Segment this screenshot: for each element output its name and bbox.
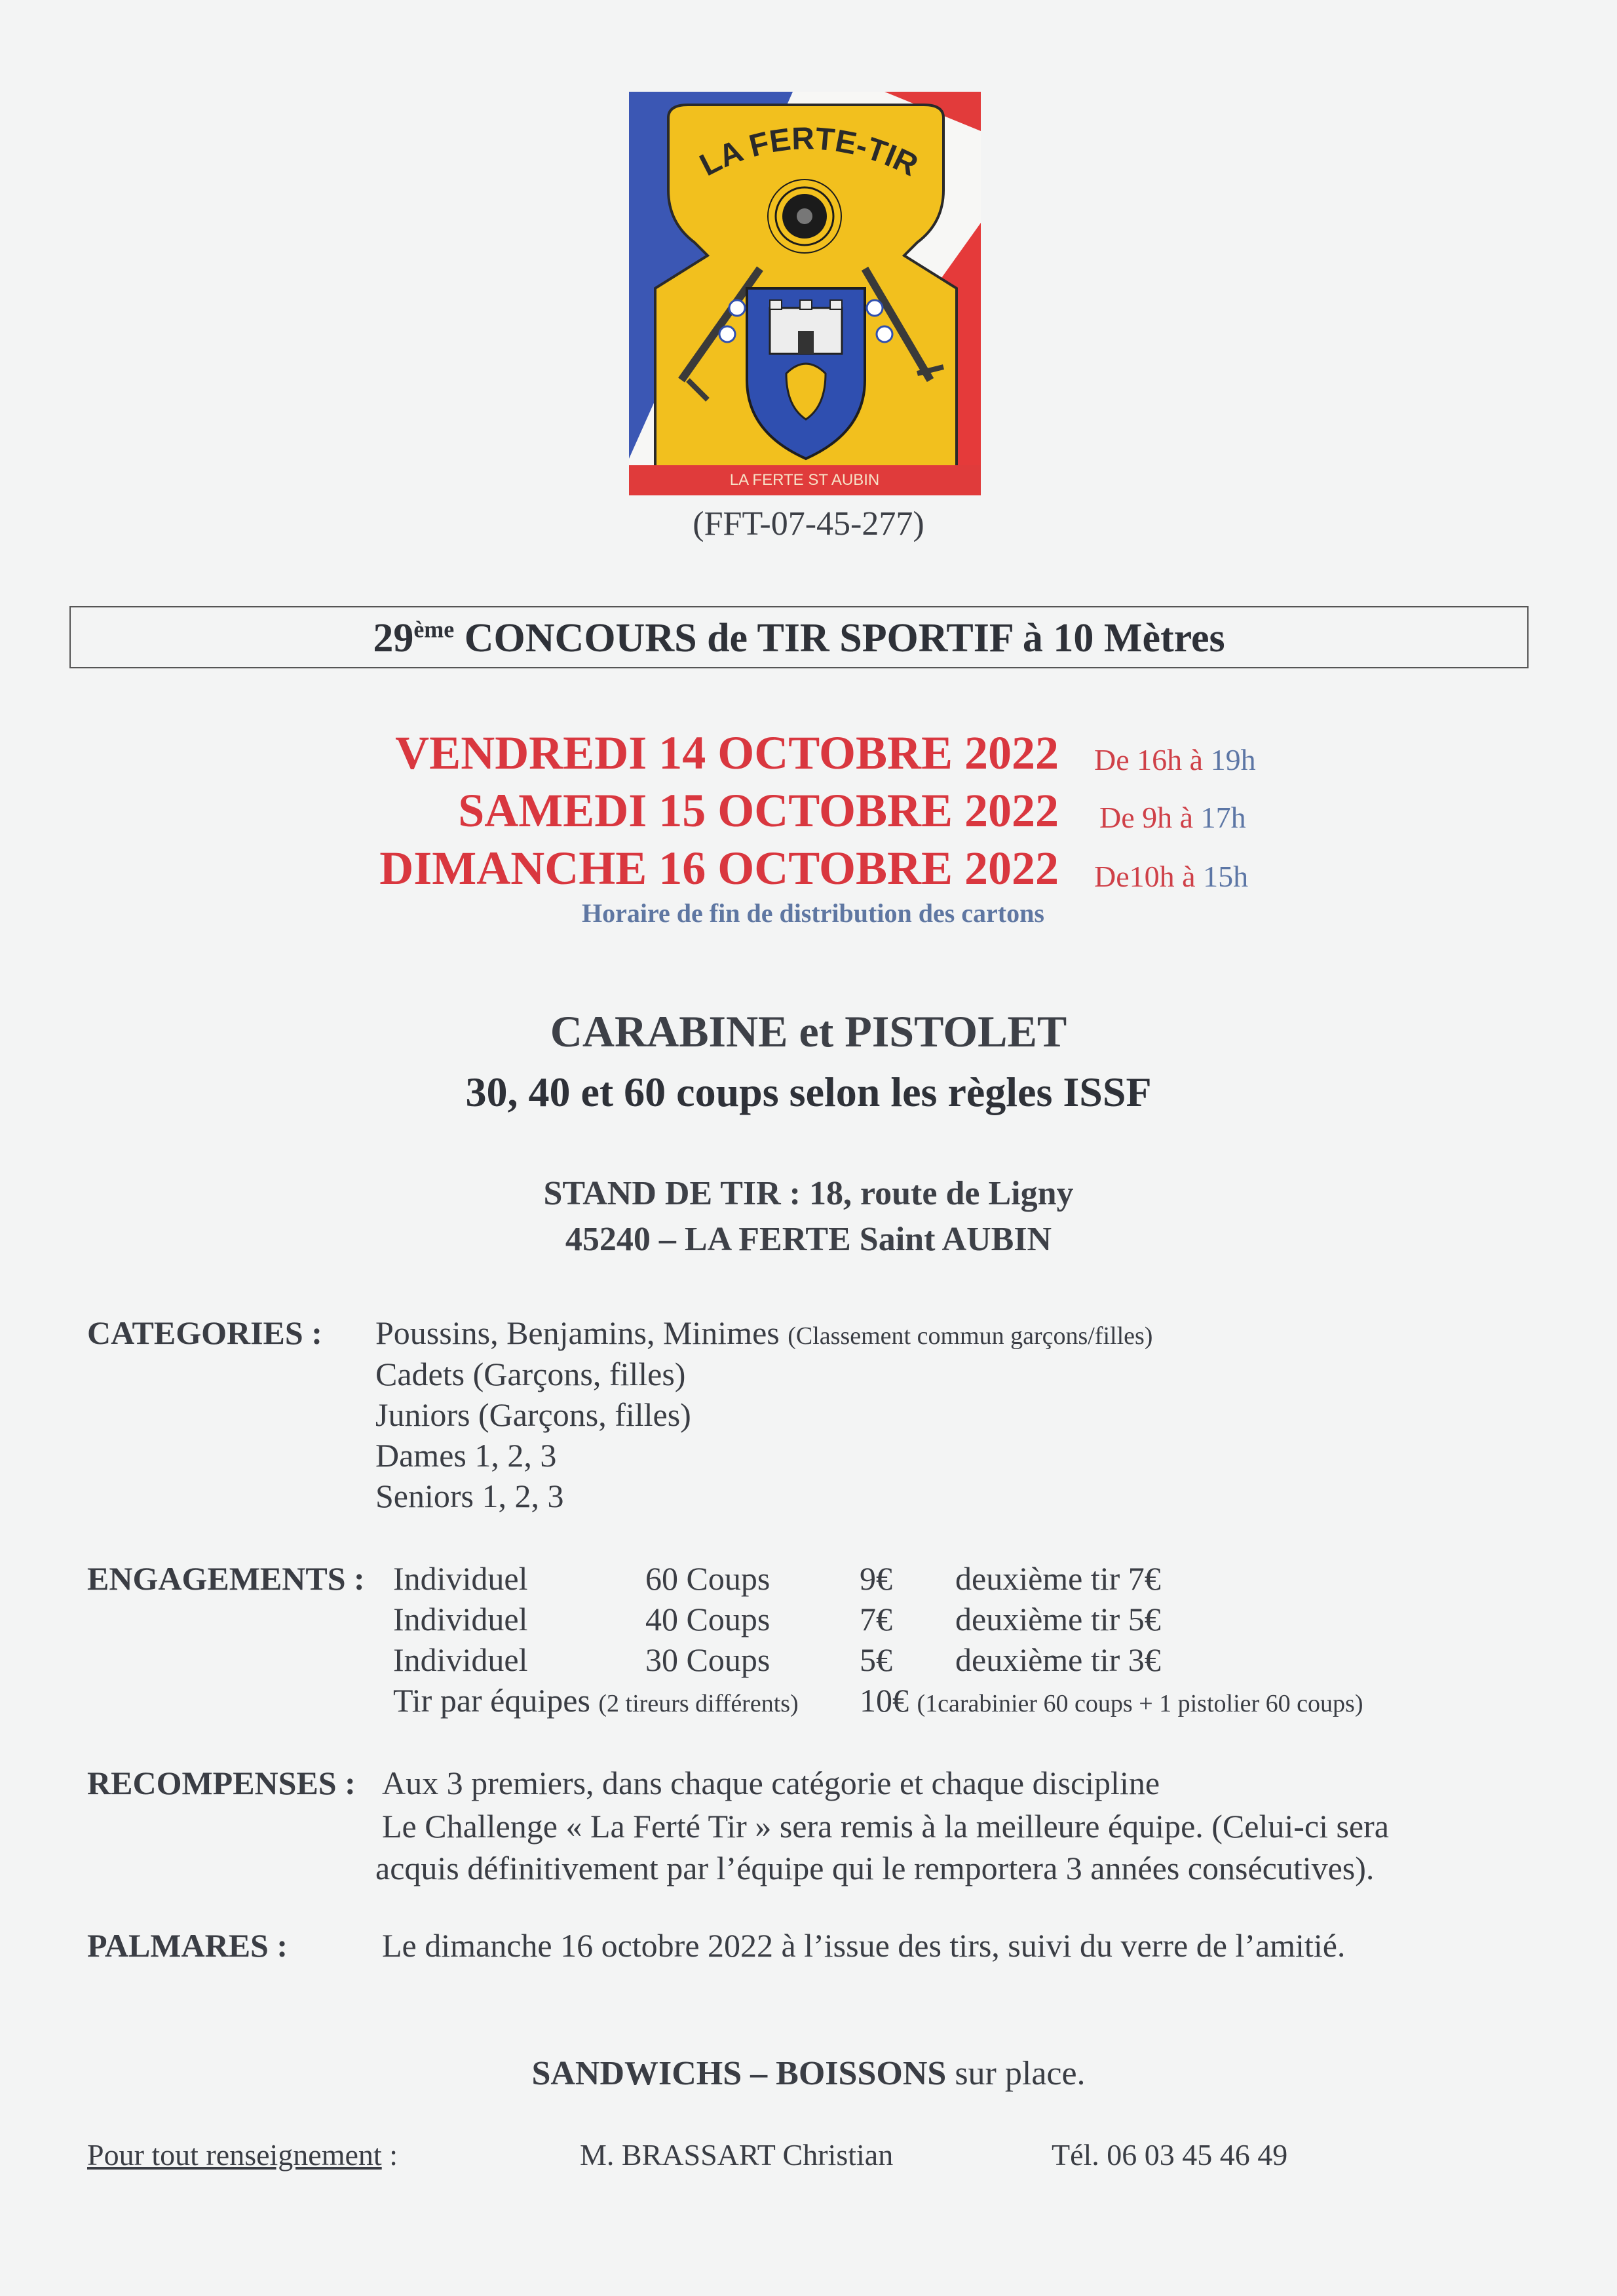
palmares-label: PALMARES : xyxy=(87,1927,288,1964)
title-number: 29 xyxy=(373,616,414,660)
hours-friday: De 16h à 19h xyxy=(1094,743,1256,776)
date-sunday: DIMANCHE 16 OCTOBRE 2022 xyxy=(379,842,1059,894)
logo-bottom-text: LA FERTE ST AUBIN xyxy=(729,471,880,489)
venue-line1: STAND DE TIR : 18, route de Ligny xyxy=(543,1175,1074,1212)
venue-line2: 45240 – LA FERTE Saint AUBIN xyxy=(565,1221,1052,1258)
rewards-line2: Le Challenge « La Ferté Tir » sera remis à la meilleure équipe. (Celui-ci sera xyxy=(382,1808,1389,1845)
hours-saturday: De 9h à 17h xyxy=(1099,801,1246,834)
engagement-type: Individuel xyxy=(393,1601,528,1637)
date-friday: VENDREDI 14 OCTOBRE 2022 xyxy=(395,727,1059,779)
engagement-shots: 30 Coups xyxy=(645,1641,770,1678)
engagement-price: 5€ xyxy=(860,1641,892,1678)
engagement-shots: 60 Coups xyxy=(645,1560,770,1597)
engagement-shots: 40 Coups xyxy=(645,1601,770,1637)
refreshments: SANDWICHS – BOISSONS sur place. xyxy=(531,2055,1086,2092)
category-item: Cadets (Garçons, filles) xyxy=(375,1356,686,1392)
contact-label: Pour tout renseignement : xyxy=(87,2138,398,2172)
disciplines-subtitle: 30, 40 et 60 coups selon les règles ISSF xyxy=(465,1069,1152,1115)
flower-icon xyxy=(867,300,883,316)
category-first: Poussins, Benjamins, Minimes (Classement commun garçons/filles) xyxy=(375,1314,1153,1351)
logo-top-text: LA FERTE-TIR xyxy=(694,121,923,183)
engagement-type: Individuel xyxy=(393,1560,528,1597)
engagement-second: deuxième tir 7€ xyxy=(955,1560,1161,1597)
rewards-line1: Aux 3 premiers, dans chaque catégorie et chaque discipline xyxy=(382,1765,1160,1801)
category-item: Juniors (Garçons, filles) xyxy=(375,1396,691,1433)
federation-code: (FFT-07-45-277) xyxy=(693,505,924,543)
palmares-text: Le dimanche 16 octobre 2022 à l’issue des tirs, suivi du verre de l’amitié. xyxy=(382,1927,1346,1964)
title-text: CONCOURS de TIR SPORTIF à 10 Mètres xyxy=(454,616,1225,660)
categories-label: CATEGORIES : xyxy=(87,1314,322,1351)
title-suffix: ème xyxy=(413,616,455,643)
engagement-team: Tir par équipes (2 tireurs différents) xyxy=(393,1682,799,1719)
hours-sunday: De10h à 15h xyxy=(1094,860,1249,893)
page-title xyxy=(69,606,1529,668)
engagements-label: ENGAGEMENTS : xyxy=(87,1560,365,1597)
engagement-price: 7€ xyxy=(860,1601,892,1637)
engagement-second: deuxième tir 3€ xyxy=(955,1641,1161,1678)
rewards-label: RECOMPENSES : xyxy=(87,1765,356,1801)
contact-name: M. BRASSART Christian xyxy=(580,2138,894,2172)
category-item: Seniors 1, 2, 3 xyxy=(375,1478,564,1514)
flower-icon xyxy=(877,326,892,342)
date-saturday: SAMEDI 15 OCTOBRE 2022 xyxy=(458,784,1059,837)
rewards-line3: acquis définitivement par l’équipe qui le remportera 3 années consécutives). xyxy=(375,1850,1375,1886)
hours-note: Horaire de fin de distribution des cartons xyxy=(582,898,1044,928)
engagement-second: deuxième tir 5€ xyxy=(955,1601,1161,1637)
engagement-price: 9€ xyxy=(860,1560,892,1597)
disciplines-title: CARABINE et PISTOLET xyxy=(550,1006,1067,1056)
flower-icon xyxy=(729,300,745,316)
club-logo xyxy=(629,92,981,495)
contact-phone: Tél. 06 03 45 46 49 xyxy=(1052,2138,1288,2172)
category-item: Dames 1, 2, 3 xyxy=(375,1437,557,1474)
engagement-team-price: 10€ (1carabinier 60 coups + 1 pistolier 60 coups) xyxy=(860,1682,1363,1719)
engagement-type: Individuel xyxy=(393,1641,528,1678)
flower-icon xyxy=(719,326,735,342)
